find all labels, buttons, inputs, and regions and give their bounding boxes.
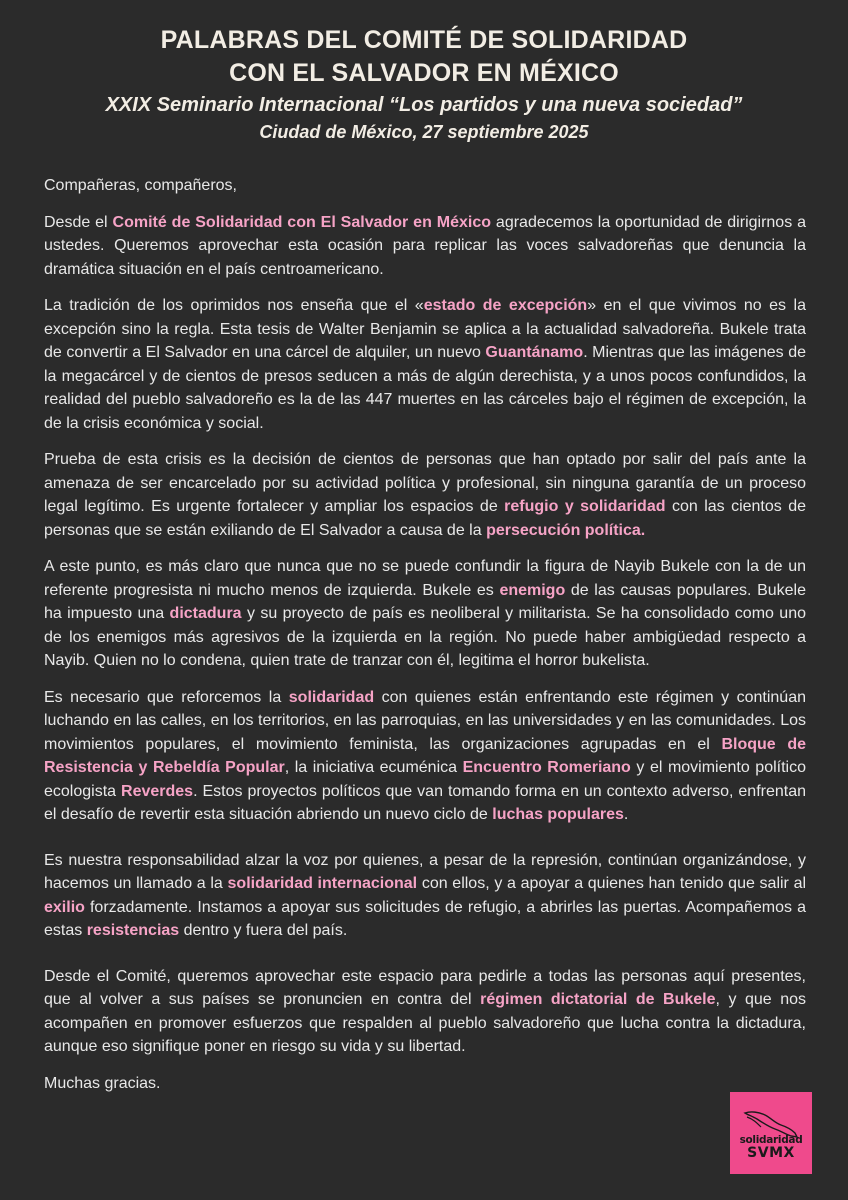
paragraph-7 <box>44 965 806 1059</box>
highlight: luchas populares <box>492 806 624 823</box>
paragraph-5 <box>44 686 806 827</box>
text-run: . Mientras que las imágenes de la megacárcel y de cientos de presos seducen a más de algún derechista, y a unos pocos confundidos, la realidad del pueblo salvadoreño es la de las 447 muertes en las cárceles bajo el régimen de excepción, la de la crisis económica y social. <box>44 344 806 432</box>
text-run: con ellos, y a apoyar a quienes han tenido que salir al <box>417 875 807 892</box>
title-line-2: CON EL SALVADOR EN MÉXICO <box>229 59 619 87</box>
highlight: estado de excepción <box>423 297 588 314</box>
highlight: dictadura <box>169 605 242 622</box>
text-run: dentro y fuera del país. <box>179 922 348 939</box>
text-run: » en el que vivimos no es la excepción sino la regla. Esta tesis de Walter Benjamin se aplica a la actualidad salvadoreña. Bukele trata de convertir a El Salvador en una cárcel de alquiler, un nuevo <box>44 297 806 361</box>
highlight: régimen dictatorial de Bukele <box>480 991 716 1008</box>
highlight: Bloque de Resistencia y Rebeldía Popular <box>44 735 806 776</box>
text-run: Prueba de esta crisis es la decisión de cientos de personas que han optado por salir del país ante la amenaza de ser encarcelado por su actividad política y profesional, sin ninguna garantía de un proceso legal legítimo. Es urgente fortalecer y ampliar los espacios de <box>44 451 806 515</box>
text-run: agradecemos la oportunidad de dirigirnos a ustedes. Queremos aprovechar esta ocasión para replicar las voces salvadoreñas que denuncia la dramática situación en el país centroamericano. <box>44 213 807 278</box>
speech-body <box>44 174 806 1108</box>
text-run: La tradición de los oprimidos nos enseña que el « <box>44 297 424 314</box>
logo-text-solidaridad: solidaridad <box>739 1133 803 1146</box>
text-run: Desde el Comité, queremos aprovechar este espacio para pedirle a todas las personas aquí presentes, que al volver a sus países se pronuncien en contra del <box>44 967 806 1008</box>
paragraph-1 <box>44 211 806 282</box>
highlight: refugio y solidaridad <box>504 498 666 515</box>
greeting: Compañeras, compañeros, <box>44 177 237 194</box>
text-run: Es necesario que reforcemos la <box>44 688 289 706</box>
highlight: persecución política. <box>486 521 646 539</box>
highlight: Reverdes <box>121 782 194 800</box>
text-run: forzadamente. Instamos a apoyar sus solicitudes de refugio, a abrirles las puertas. Acompañemos a estas <box>44 898 806 939</box>
logo-text-svmx: SVMX <box>747 1144 795 1161</box>
text-run: con las cientos de personas que se están exiliando de El Salvador a causa de la <box>44 498 807 539</box>
text-run: y su proyecto de país es neoliberal y militarista. Se ha consolidado como uno de los enemigos más agresivos de la izquierda en la región. No puede haber ambigüedad respecto a Nayib. Quien no lo condena, quien trate de tranzar con él, legitima el horror bukelista. <box>44 605 806 669</box>
closing: Muchas gracias. <box>44 1074 161 1092</box>
event-subtitle: XXIX Seminario Internacional “Los partidos y una nueva sociedad” <box>105 94 743 116</box>
paragraph-2 <box>44 294 806 435</box>
solidaridad-svmx-logo <box>730 1092 812 1174</box>
paragraph-3 <box>44 448 806 542</box>
highlight: solidaridad internacional <box>227 875 418 892</box>
title-line-1: PALABRAS DEL COMITÉ DE SOLIDARIDAD <box>160 26 688 54</box>
text-run: , la iniciativa ecuménica <box>284 759 463 776</box>
highlight: Comité de Solidaridad con El Salvador en México <box>112 213 492 231</box>
text-run: de las causas populares. Bukele ha impuesto una <box>44 581 807 622</box>
text-run: , y que nos acompañen en promover esfuerzos que respalden al pueblo salvadoreño que lucha contra la dictadura, aunque eso signifique poner en riesgo su vida y su libertad. <box>44 991 806 1055</box>
text-run: y el movimiento político ecologista <box>44 759 807 800</box>
text-run: Es nuestra responsabilidad alzar la voz por quienes, a pesar de la represión, continúan organizándose, y hacemos un llamado a la <box>44 851 806 892</box>
text-run: A este punto, es más claro que nunca que no se puede confundir la figura de Nayib Bukele con la de un referente progresista ni mucho menos de izquierda. Bukele es <box>44 558 806 599</box>
document-header <box>0 0 848 144</box>
text-run: . Estos proyectos políticos que van tomando forma en un contexto adverso, enfrentan el desafío de revertir esta situación abriendo un nuevo ciclo de <box>44 782 807 823</box>
highlight: solidaridad <box>288 688 375 706</box>
text-run: Desde el <box>44 213 113 231</box>
highlight: enemigo <box>499 581 566 599</box>
highlight: Guantánamo <box>485 344 584 361</box>
paragraph-6 <box>44 849 806 943</box>
text-run: con quienes están enfrentando este régimen y continúan luchando en las calles, en los territorios, en las parroquias, en las universidades y en las comunidades. Los movimientos populares, el movimiento feminista, las organizaciones agrupadas en el <box>44 688 807 753</box>
highlight: exilio <box>44 898 85 916</box>
page-title <box>0 24 848 90</box>
text-run: . <box>623 806 629 823</box>
paragraph-4 <box>44 555 806 673</box>
location-date: Ciudad de México, 27 septiembre 2025 <box>259 122 589 142</box>
highlight: resistencias <box>86 922 180 939</box>
highlight: Encuentro Romeriano <box>462 759 631 776</box>
